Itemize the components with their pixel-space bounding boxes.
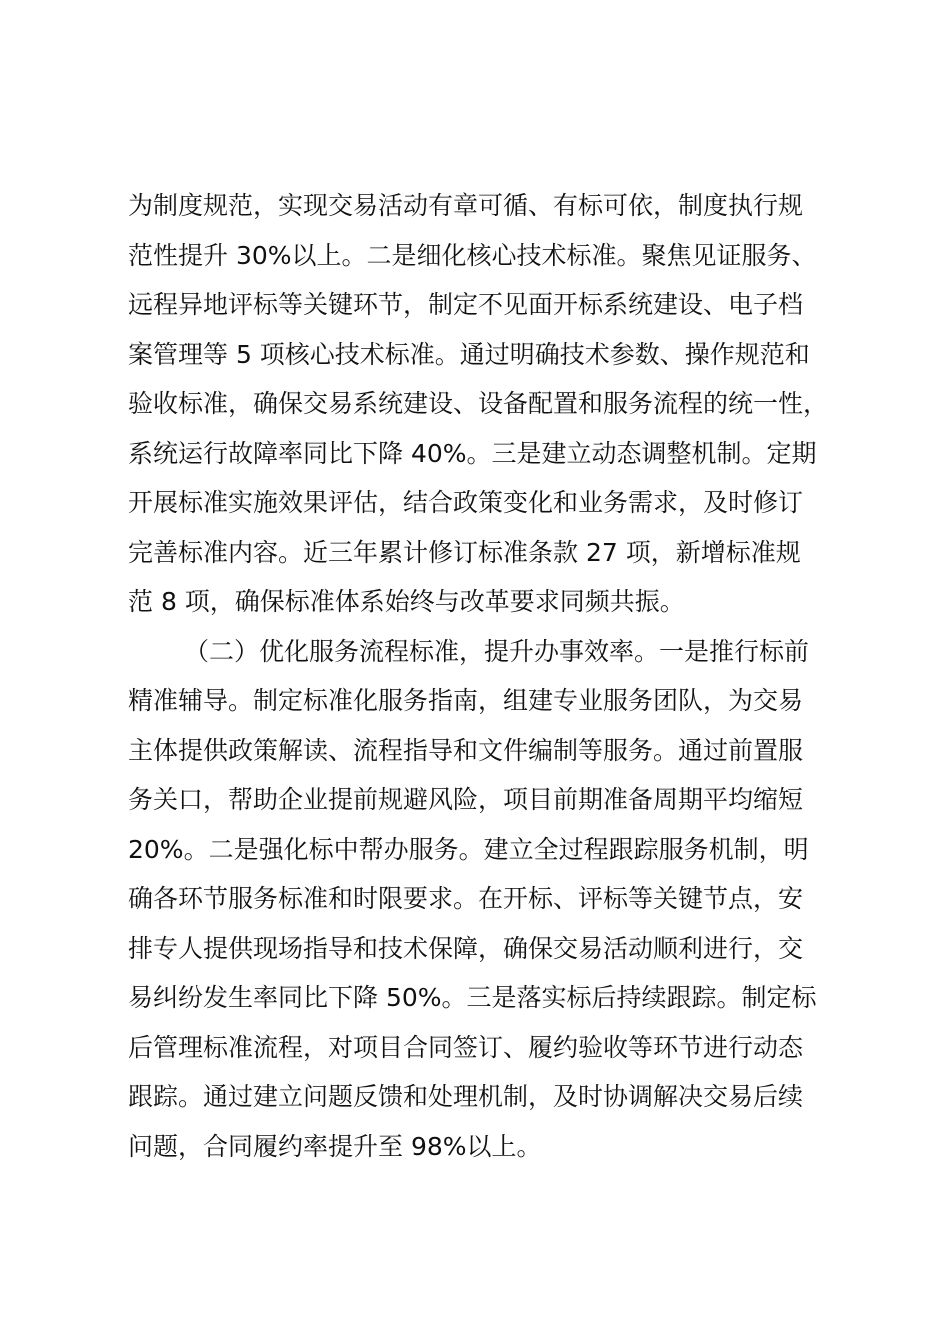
- text-line: 易纠纷发生率同比下降 50%。三是落实标后持续跟踪。制定标: [128, 983, 817, 1012]
- text-line: 范 8 项，确保标准体系始终与改革要求同频共振。: [128, 587, 685, 616]
- text-line: 为制度规范，实现交易活动有章可循、有标可依，制度执行规: [128, 191, 804, 220]
- text-line: 主体提供政策解读、流程指导和文件编制等服务。通过前置服: [128, 735, 804, 765]
- text-line: 务关口，帮助企业提前规避风险，项目前期准备周期平均缩短: [128, 785, 804, 814]
- body-text: [128, 181, 848, 1171]
- text-line: 远程异地评标等关键环节，制定不见面开标系统建设、电子档: [128, 290, 804, 319]
- text-line: 后管理标准流程，对项目合同签订、履约验收等环节进行动态: [128, 1032, 804, 1062]
- text-line: 跟踪。通过建立问题反馈和处理机制，及时协调解决交易后续: [128, 1082, 804, 1111]
- text-line: 完善标准内容。近三年累计修订标准条款 27 项，新增标准规: [128, 537, 801, 567]
- text-line: 系统运行故障率同比下降 40%。三是建立动态调整机制。定期: [128, 438, 817, 468]
- text-line: 20%。二是强化标中帮办服务。建立全过程跟踪服务机制，明: [128, 834, 809, 864]
- text-line: 问题，合同履约率提升至 98%以上。: [128, 1131, 542, 1161]
- text-line: 案管理等 5 项核心技术标准。通过明确技术参数、操作规范和: [128, 339, 810, 369]
- text-line: 开展标准实施效果评估，结合政策变化和业务需求，及时修订: [128, 488, 804, 517]
- text-line: 范性提升 30%以上。二是细化核心技术标准。聚焦见证服务、: [128, 240, 817, 270]
- text-line: 排专人提供现场指导和技术保障，确保交易活动顺利进行，交: [128, 933, 804, 963]
- paragraph-heading-line: （二）优化服务流程标准，提升办事效率。一是推行标前: [184, 636, 810, 666]
- text-line: 验收标准，确保交易系统建设、设备配置和服务流程的统一性，: [128, 389, 829, 418]
- text-line: 精准辅导。制定标准化服务指南，组建专业服务团队，为交易: [128, 686, 804, 715]
- text-line: 确各环节服务标准和时限要求。在开标、评标等关键节点，安: [128, 884, 804, 913]
